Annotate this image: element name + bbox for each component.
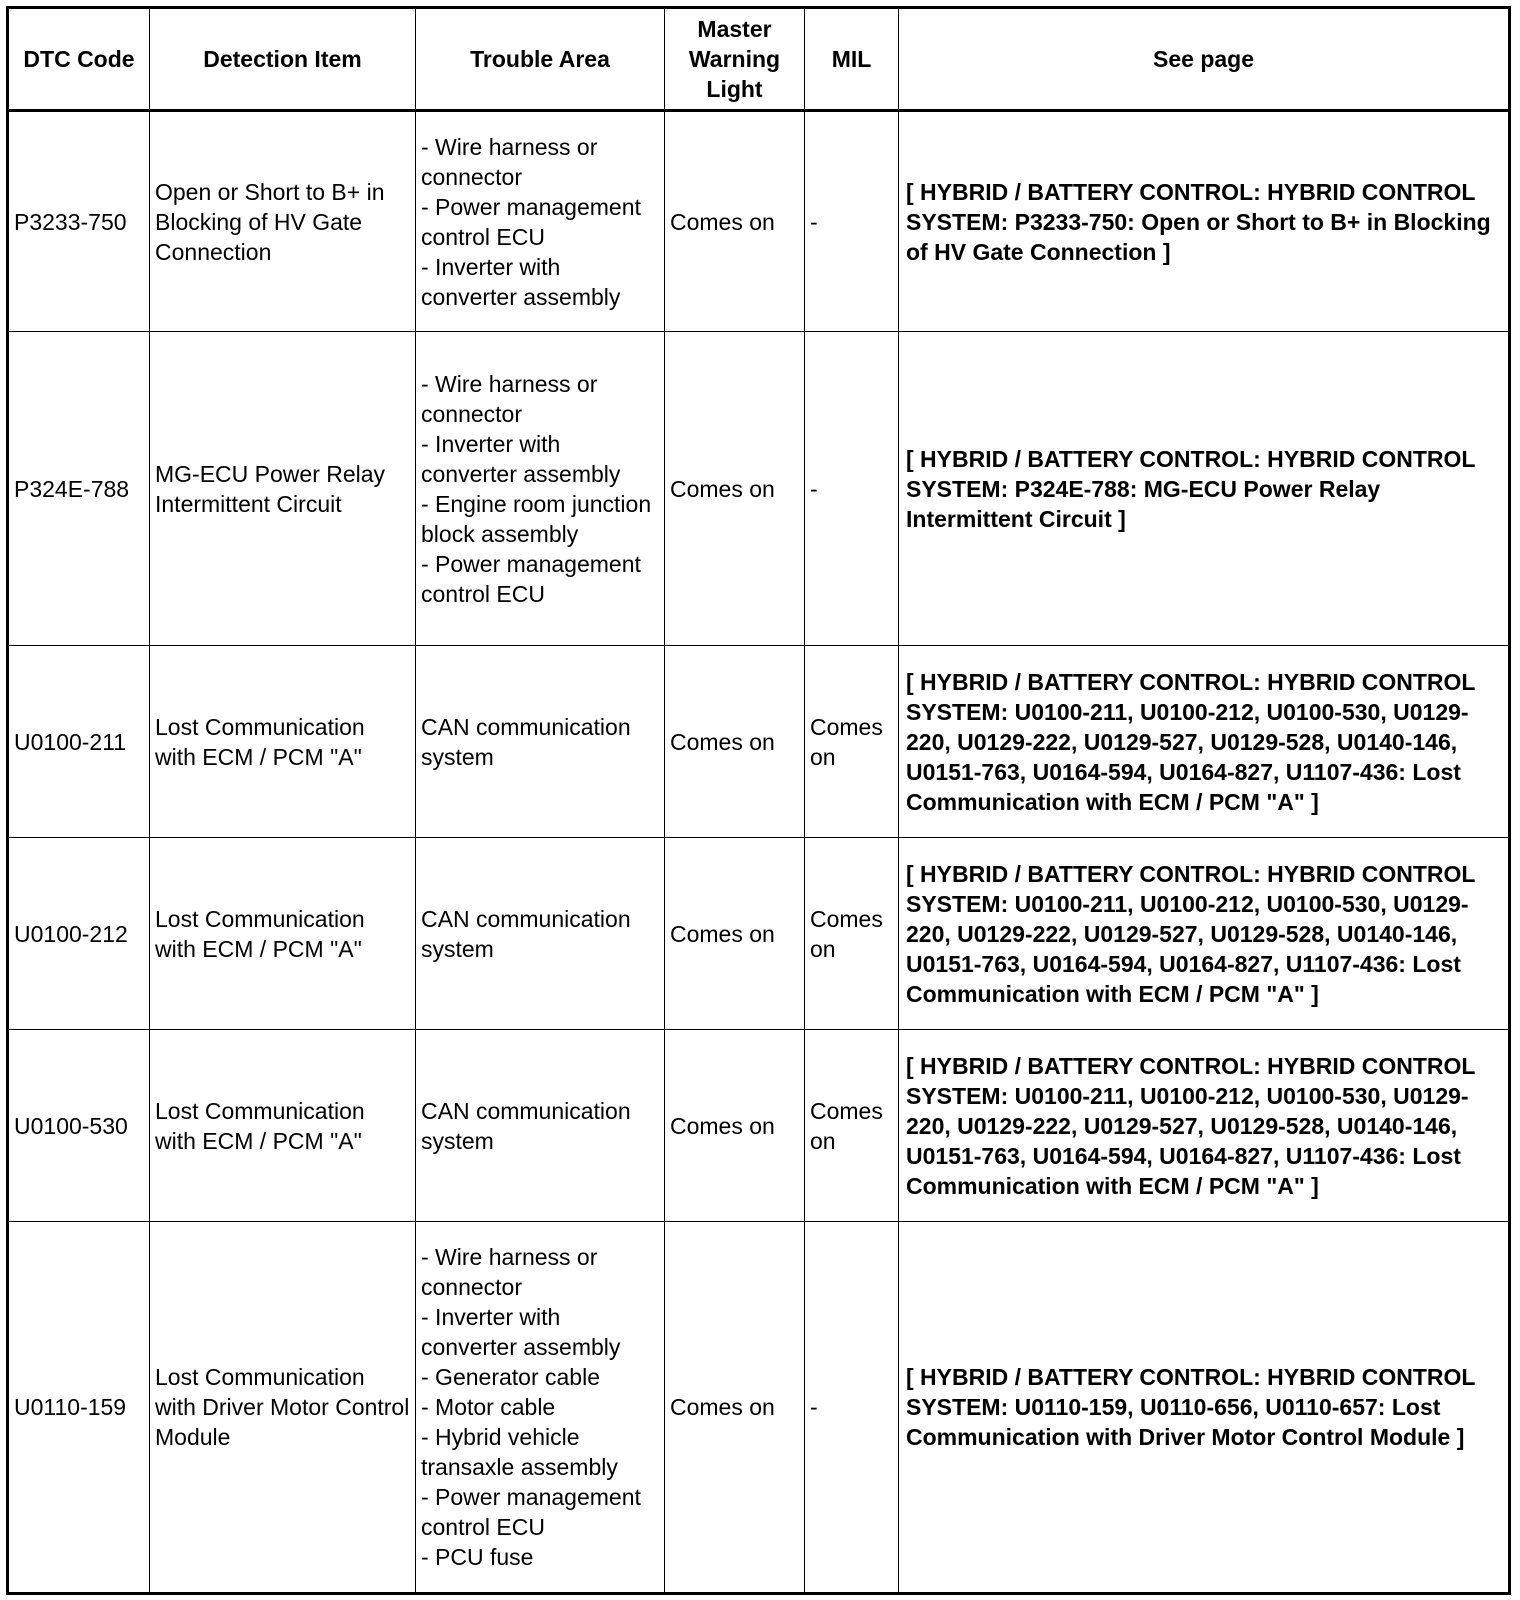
trouble-area-line: CAN communication system xyxy=(421,1097,631,1154)
trouble-area-cell xyxy=(416,111,665,332)
table-row xyxy=(8,111,1510,332)
header-see-page: See page xyxy=(899,8,1510,111)
header-detection-item: Detection Item xyxy=(150,8,416,111)
trouble-area-line: CAN communication system xyxy=(421,713,631,770)
trouble-area-cell xyxy=(416,332,665,646)
see-page-link[interactable]: [ HYBRID / BATTERY CONTROL: HYBRID CONTROL SYSTEM: U0100-211, U0100-212, U0100-530, U0129-220, U0129-222, U0129-527, U0129-528, U0140-146, U0151-763, U0164-594, U0164-827, U1107-436: Lost Communication with ECM / PCM "A" ] xyxy=(899,1030,1510,1222)
dtc-table xyxy=(6,6,1511,1595)
master-warning-cell: Comes on xyxy=(665,1222,805,1594)
dtc-code-cell: U0110-159 xyxy=(8,1222,150,1594)
header-master-line-2: Warning xyxy=(688,46,781,72)
trouble-area-line: - Power management control ECU xyxy=(421,550,641,607)
detection-item-cell: Open or Short to B+ in Blocking of HV Gate Connection xyxy=(150,111,416,332)
trouble-area-cell xyxy=(416,1030,665,1222)
dtc-code-cell: P324E-788 xyxy=(8,332,150,646)
table-body xyxy=(8,111,1510,1594)
master-warning-cell: Comes on xyxy=(665,646,805,838)
header-mil: MIL xyxy=(805,8,899,111)
trouble-area-line: CAN communication system xyxy=(421,905,631,962)
mil-cell: - xyxy=(805,332,899,646)
dtc-code-cell: U0100-211 xyxy=(8,646,150,838)
trouble-area-line: - Inverter with converter assembly xyxy=(421,430,621,487)
trouble-area-line: - Generator cable xyxy=(421,1364,600,1390)
header-master-line-1: Master xyxy=(697,16,772,42)
master-warning-cell: Comes on xyxy=(665,838,805,1030)
detection-item-cell: Lost Communication with ECM / PCM "A" xyxy=(150,646,416,838)
mil-cell: - xyxy=(805,1222,899,1594)
detection-item-cell: MG-ECU Power Relay Intermittent Circuit xyxy=(150,332,416,646)
table-row xyxy=(8,1222,1510,1594)
header-trouble-area: Trouble Area xyxy=(416,8,665,111)
header-master-warning-light xyxy=(665,8,805,111)
header-dtc-code: DTC Code xyxy=(8,8,150,111)
master-warning-cell: Comes on xyxy=(665,332,805,646)
table-row xyxy=(8,1030,1510,1222)
table-row xyxy=(8,646,1510,838)
trouble-area-cell xyxy=(416,1222,665,1594)
trouble-area-line: - Wire harness or connector xyxy=(421,1244,598,1300)
see-page-link[interactable]: [ HYBRID / BATTERY CONTROL: HYBRID CONTROL SYSTEM: P3233-750: Open or Short to B+ in Blocking of HV Gate Connection ] xyxy=(899,111,1510,332)
see-page-link[interactable]: [ HYBRID / BATTERY CONTROL: HYBRID CONTROL SYSTEM: U0100-211, U0100-212, U0100-530, U0129-220, U0129-222, U0129-527, U0129-528, U0140-146, U0151-763, U0164-594, U0164-827, U1107-436: Lost Communication with ECM / PCM "A" ] xyxy=(899,646,1510,838)
see-page-link[interactable]: [ HYBRID / BATTERY CONTROL: HYBRID CONTROL SYSTEM: P324E-788: MG-ECU Power Relay Intermittent Circuit ] xyxy=(899,332,1510,646)
mil-cell: Comes on xyxy=(805,646,899,838)
trouble-area-cell xyxy=(416,838,665,1030)
trouble-area-line: - Hybrid vehicle transaxle assembly xyxy=(421,1424,618,1480)
dtc-code-cell: P3233-750 xyxy=(8,111,150,332)
master-warning-cell: Comes on xyxy=(665,111,805,332)
mil-cell: Comes on xyxy=(805,838,899,1030)
dtc-code-cell: U0100-212 xyxy=(8,838,150,1030)
trouble-area-line: - Engine room junction block assembly xyxy=(421,490,652,547)
trouble-area-line: - Motor cable xyxy=(421,1394,556,1420)
trouble-area-line: - PCU fuse xyxy=(421,1544,534,1570)
mil-cell: - xyxy=(805,111,899,332)
dtc-code-cell: U0100-530 xyxy=(8,1030,150,1222)
mil-cell: Comes on xyxy=(805,1030,899,1222)
trouble-area-cell xyxy=(416,646,665,838)
trouble-area-line: - Inverter with converter assembly xyxy=(421,253,621,310)
header-master-line-3: Light xyxy=(706,76,763,102)
table-row xyxy=(8,838,1510,1030)
table-header xyxy=(8,8,1510,111)
detection-item-cell: Lost Communication with ECM / PCM "A" xyxy=(150,1030,416,1222)
master-warning-cell: Comes on xyxy=(665,1030,805,1222)
see-page-link[interactable]: [ HYBRID / BATTERY CONTROL: HYBRID CONTROL SYSTEM: U0110-159, U0110-656, U0110-657: Lost Communication with Driver Motor Control Module ] xyxy=(899,1222,1510,1594)
detection-item-cell: Lost Communication with Driver Motor Control Module xyxy=(150,1222,416,1594)
detection-item-cell: Lost Communication with ECM / PCM "A" xyxy=(150,838,416,1030)
table-row xyxy=(8,332,1510,646)
see-page-link[interactable]: [ HYBRID / BATTERY CONTROL: HYBRID CONTROL SYSTEM: U0100-211, U0100-212, U0100-530, U0129-220, U0129-222, U0129-527, U0129-528, U0140-146, U0151-763, U0164-594, U0164-827, U1107-436: Lost Communication with ECM / PCM "A" ] xyxy=(899,838,1510,1030)
trouble-area-line: - Wire harness or connector xyxy=(421,133,598,190)
trouble-area-line: - Inverter with converter assembly xyxy=(421,1304,621,1360)
trouble-area-line: - Wire harness or connector xyxy=(421,370,598,427)
header-row xyxy=(8,8,1510,111)
trouble-area-line: - Power management control ECU xyxy=(421,193,641,250)
trouble-area-line: - Power management control ECU xyxy=(421,1484,641,1540)
